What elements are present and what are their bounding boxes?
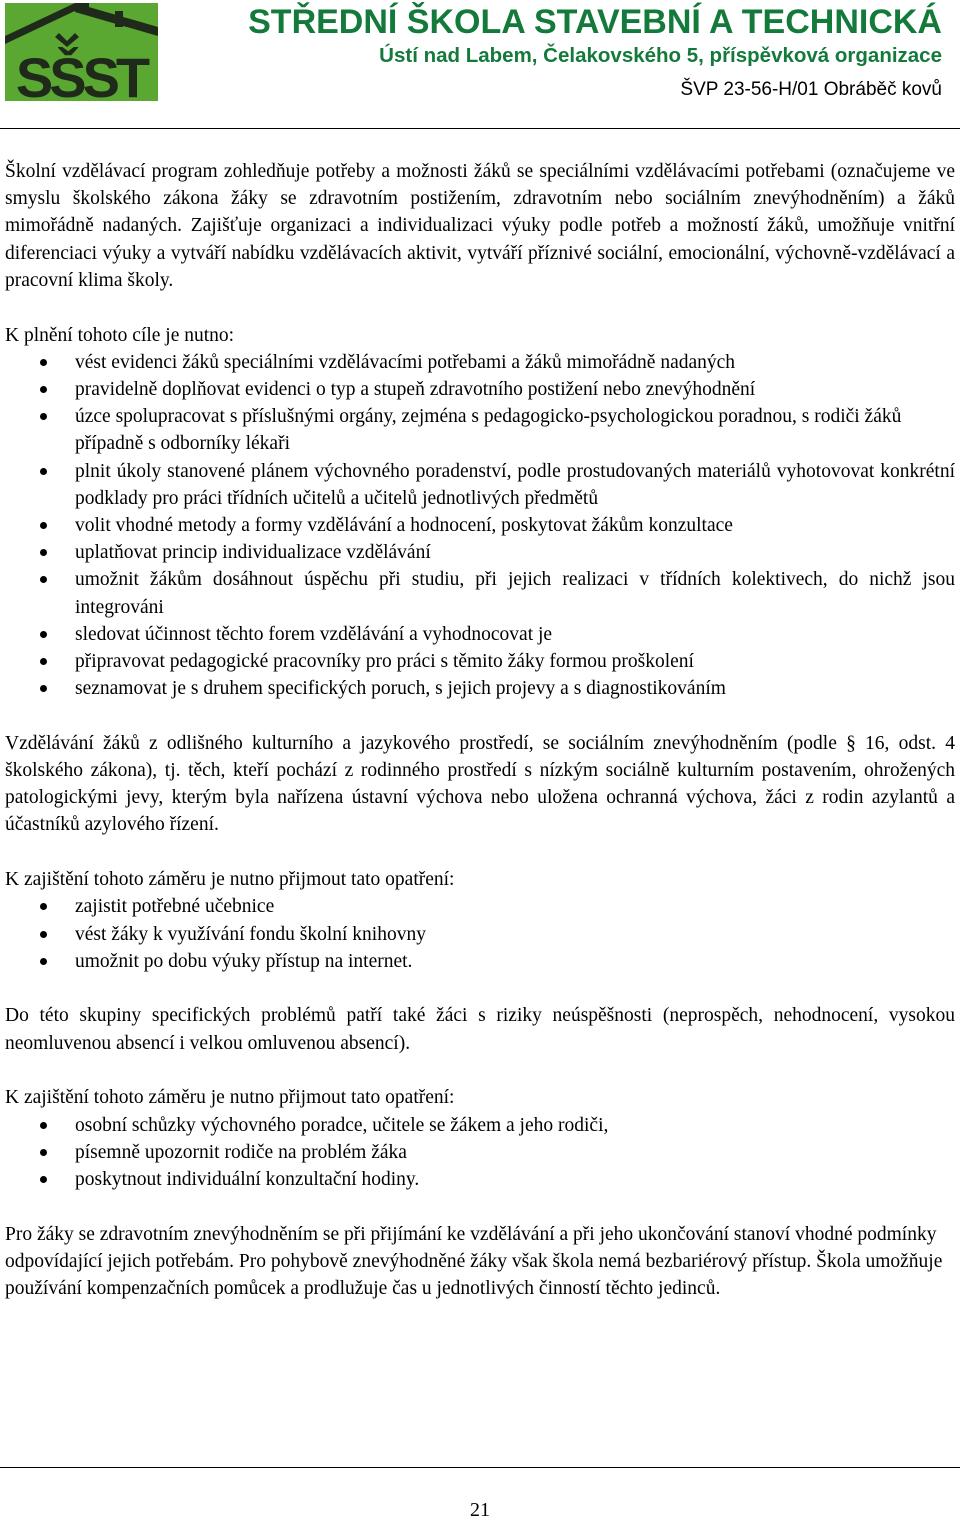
- list-item: osobní schůzky výchovného poradce, učitele se žákem a jeho rodiči,: [5, 1112, 955, 1139]
- paragraph-risk: Do této skupiny specifických problémů patří také žáci s riziky neúspěšnosti (neprospěch, nehodnocení, vysokou neomluvenou absencí i velkou omluvenou absencí).: [5, 1005, 955, 1054]
- measures-list: [5, 893, 955, 975]
- document-body: [5, 158, 955, 1302]
- list-item: úzce spolupracovat s příslušnými orgány, zejména s pedagogicko-psychologickou poradnou, s rodiči žáků případně s odborníky lékaři: [5, 403, 955, 457]
- bullet-icon: [40, 685, 47, 692]
- bullet-icon: [40, 413, 47, 420]
- measures-list-2: [5, 1112, 955, 1194]
- bullet-icon: [40, 386, 47, 393]
- bullet-icon: [40, 468, 47, 475]
- list-item: volit vhodné metody a formy vzdělávání a hodnocení, poskytovat žákům konzultace: [5, 512, 955, 539]
- bullet-icon: [40, 931, 47, 938]
- goal-list: [5, 349, 955, 703]
- header-divider: [0, 128, 960, 129]
- list-item: vést žáky k využívání fondu školní knihovny: [5, 921, 955, 948]
- bullet-icon: [40, 549, 47, 556]
- paragraph-measures-lead-2: K zajištění tohoto záměru je nutno přijmout tato opatření:: [5, 1087, 455, 1109]
- list-item: zajistit potřebné učebnice: [5, 893, 955, 920]
- paragraph-health: Pro žáky se zdravotním znevýhodněním se při přijímání ke vzdělávání a při jeho ukončování stanoví vhodné podmínky odpovídající jejich potřebám. Pro pohybově znevýhodněné žáky však škola nemá bezbariérový přístup. Škola umožňuje používání kompenzačních pomůcek a prodlužuje čas u jednotlivých činností těchto jedinců.: [5, 1223, 943, 1300]
- svg-text:SŠST: SŠST: [15, 46, 147, 101]
- list-item: sledovat účinnost těchto forem vzdělávání a vyhodnocovat je: [5, 621, 955, 648]
- list-item: připravovat pedagogické pracovníky pro práci s těmito žáky formou proškolení: [5, 648, 955, 675]
- footer-divider: [0, 1467, 960, 1468]
- bullet-icon: [40, 576, 47, 583]
- bullet-icon: [40, 1122, 47, 1129]
- list-item: plnit úkoly stanovené plánem výchovného poradenství, podle prostudovaných materiálů vyhotovovat konkrétní podklady pro práci třídních učitelů a učitelů jednotlivých předmětů: [5, 458, 955, 512]
- school-logo: [5, 3, 158, 101]
- bullet-icon: [40, 359, 47, 366]
- program-code: ŠVP 23-56-H/01 Obráběč kovů: [680, 79, 942, 100]
- list-item: seznamovat je s druhem specifických poruch, s jejich projevy a s diagnostikováním: [5, 675, 955, 702]
- list-item: uplatňovat princip individualizace vzdělávání: [5, 539, 955, 566]
- bullet-icon: [40, 658, 47, 665]
- bullet-icon: [40, 903, 47, 910]
- list-item: vést evidenci žáků speciálními vzdělávacími potřebami a žáků mimořádně nadaných: [5, 349, 955, 376]
- paragraph-cultural: Vzdělávání žáků z odlišného kulturního a jazykového prostředí, se sociálním znevýhodněním (podle § 16, odst. 4 školského zákona), tj. těch, kteří pochází z rodinného prostředí s nízkým sociálně kulturním postavením, ohrožených patologickými jevy, kterým byla nařízena ústavní výchova nebo uložena ochranná výchova, žáci z rodin azylantů a účastníků azylového řízení.: [5, 732, 955, 836]
- paragraph-goal-lead: K plnění tohoto cíle je nutno:: [5, 324, 235, 346]
- list-item: písemně upozornit rodiče na problém žáka: [5, 1139, 955, 1166]
- school-name: STŘEDNÍ ŠKOLA STAVEBNÍ A TECHNICKÁ: [248, 3, 942, 41]
- school-address: Ústí nad Labem, Čelakovského 5, příspěvková organizace: [379, 44, 942, 67]
- bullet-icon: [40, 958, 47, 965]
- bullet-icon: [40, 1176, 47, 1183]
- list-item: umožnit po dobu výuky přístup na internet.: [5, 948, 955, 975]
- bullet-icon: [40, 631, 47, 638]
- list-item: umožnit žákům dosáhnout úspěchu při studiu, při jejich realizaci v třídních kolektivech, do nichž jsou integrováni: [5, 566, 955, 620]
- bullet-icon: [40, 1149, 47, 1156]
- paragraph-measures-lead: K zajištění tohoto záměru je nutno přijmout tato opatření:: [5, 869, 455, 891]
- bullet-icon: [40, 522, 47, 529]
- paragraph-intro: Školní vzdělávací program zohledňuje potřeby a možnosti žáků se speciálními vzdělávacími potřebami (označujeme ve smyslu školského zákona žáky se zdravotním postižením, zdravotním nebo sociálním znevýhodněním) a žáků mimořádně nadaných. Zajišťuje organizaci a individualizaci výuky podle potřeb a možností žáků, umožňuje vnitřní diferenciaci výuky a vytváří nabídku vzdělávacích aktivit, vytváří příznivé sociální, emocionální, výchovně-vzdělávací a pracovní klima školy.: [5, 161, 955, 291]
- list-item: pravidelně doplňovat evidenci o typ a stupeň zdravotního postižení nebo znevýhodnění: [5, 376, 955, 403]
- list-item: poskytnout individuální konzultační hodiny.: [5, 1166, 955, 1193]
- page-number: 21: [470, 1499, 490, 1521]
